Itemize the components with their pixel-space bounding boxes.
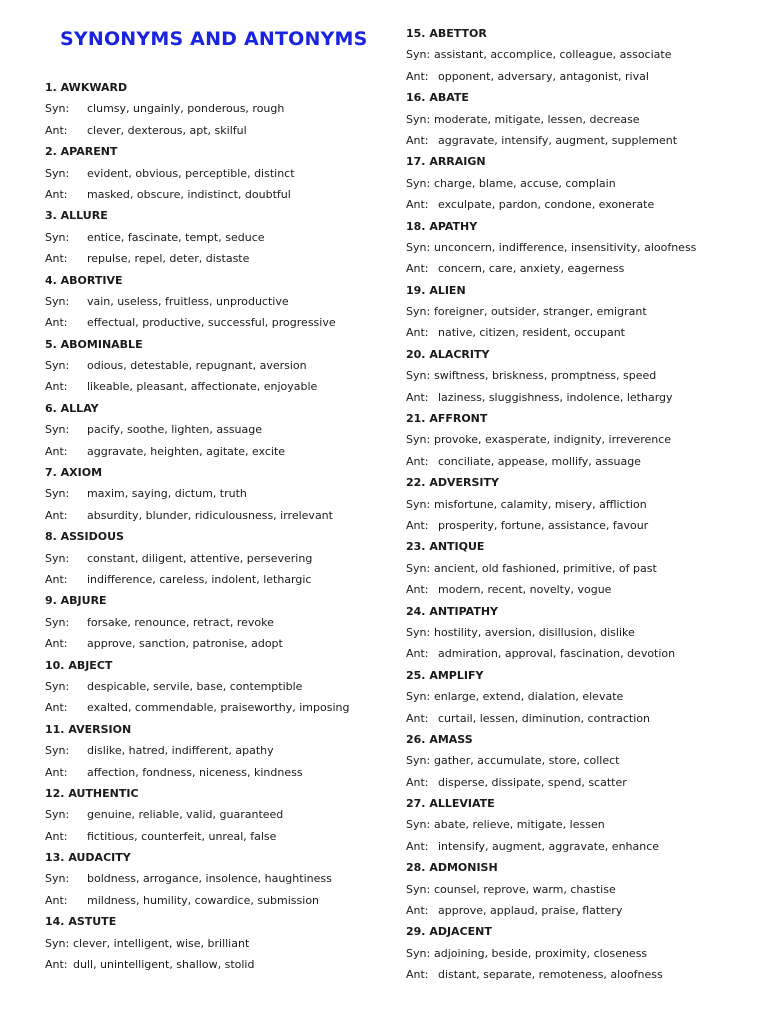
word-entry (406, 665, 756, 729)
entry-headword: 18. APATHY (406, 219, 478, 233)
antonyms-line (406, 66, 756, 87)
entry-headword: 10. ABJECT (45, 658, 113, 672)
antonyms-label: Ant: (45, 572, 68, 586)
word-entry (45, 334, 395, 398)
synonyms-label: Syn: (45, 744, 70, 758)
antonyms-label: Ant: (406, 711, 429, 725)
synonyms-text: maxim, saying, dictum, truth (87, 487, 247, 501)
synonyms-label: Syn: (406, 112, 431, 126)
synonyms-label: Syn: (45, 679, 70, 693)
word-entry (406, 344, 756, 408)
synonyms-line (406, 365, 756, 386)
synonyms-line (45, 676, 395, 697)
entry-headword: 3. ALLURE (45, 209, 108, 223)
antonyms-text: opponent, adversary, antagonist, rival (438, 69, 649, 83)
antonyms-text: affection, fondness, niceness, kindness (87, 765, 303, 779)
antonyms-line (45, 697, 395, 718)
synonyms-label: Syn: (406, 818, 431, 832)
synonyms-text: foreigner, outsider, stranger, emigrant (434, 305, 647, 319)
antonyms-line (45, 633, 395, 654)
word-entry (45, 77, 395, 141)
antonyms-line (406, 836, 756, 857)
word-entry (45, 526, 395, 590)
word-entry (45, 398, 395, 462)
entry-headword: 1. AWKWARD (45, 81, 128, 94)
synonyms-line (406, 301, 756, 322)
synonyms-text: enlarge, extend, dialation, elevate (434, 690, 624, 704)
synonyms-text: pacify, soothe, lighten, assuage (87, 423, 263, 437)
entry-headword: 14. ASTUTE (45, 915, 117, 929)
word-entry (45, 655, 395, 719)
antonyms-text: prosperity, fortune, assistance, favour (438, 518, 649, 532)
synonyms-text: hostility, aversion, disillusion, dislike (434, 625, 635, 639)
synonyms-text: charge, blame, accuse, complain (434, 176, 616, 190)
word-entry (45, 590, 395, 654)
antonyms-text: exculpate, pardon, condone, exonerate (438, 198, 655, 212)
word-entry (45, 847, 395, 911)
antonyms-line (45, 826, 395, 847)
entry-headword: 28. ADMONISH (406, 861, 498, 875)
antonyms-label: Ant: (406, 904, 429, 918)
synonyms-label: Syn: (45, 102, 70, 116)
antonyms-text: native, citizen, resident, occupant (438, 326, 625, 340)
synonyms-text: odious, detestable, repugnant, aversion (87, 359, 307, 373)
antonyms-label: Ant: (45, 958, 68, 972)
synonyms-line (45, 227, 395, 248)
synonyms-label: Syn: (45, 487, 70, 501)
synonyms-text: clever, intelligent, wise, brilliant (73, 936, 250, 950)
antonyms-label: Ant: (406, 262, 429, 276)
antonyms-text: effectual, productive, successful, progressive (87, 316, 336, 330)
right-column (406, 23, 756, 986)
synonyms-label: Syn: (45, 808, 70, 822)
antonyms-line (45, 184, 395, 205)
synonyms-line (406, 558, 756, 579)
synonyms-label: Syn: (406, 48, 431, 62)
antonyms-label: Ant: (45, 765, 68, 779)
entry-headword: 2. APARENT (45, 145, 118, 159)
antonyms-label: Ant: (406, 518, 429, 532)
entry-headword: 22. ADVERSITY (406, 476, 499, 490)
antonyms-label: Ant: (45, 444, 68, 458)
entry-headword: 24. ANTIPATHY (406, 604, 499, 618)
entry-headword: 6. ALLAY (45, 401, 99, 415)
antonyms-text: repulse, repel, deter, distaste (87, 252, 250, 266)
synonyms-line (45, 355, 395, 376)
synonyms-label: Syn: (406, 946, 431, 960)
antonyms-text: absurdity, blunder, ridiculousness, irrelevant (87, 508, 333, 522)
antonyms-text: intensify, augment, aggravate, enhance (438, 839, 660, 853)
antonyms-text: laziness, sluggishness, indolence, lethargy (438, 390, 673, 404)
antonyms-text: likeable, pleasant, affectionate, enjoyable (87, 380, 318, 394)
synonyms-text: clumsy, ungainly, ponderous, rough (87, 102, 285, 116)
antonyms-label: Ant: (406, 390, 429, 404)
antonyms-label: Ant: (406, 454, 429, 468)
synonyms-line (45, 868, 395, 889)
antonyms-label: Ant: (45, 380, 68, 394)
word-entry (45, 911, 395, 975)
antonyms-label: Ant: (45, 187, 68, 201)
synonyms-label: Syn: (45, 423, 70, 437)
synonyms-label: Syn: (406, 369, 431, 383)
antonyms-line (406, 387, 756, 408)
antonyms-line (406, 130, 756, 151)
antonyms-text: aggravate, heighten, agitate, excite (87, 444, 286, 458)
antonyms-label: Ant: (406, 968, 429, 982)
synonyms-line (45, 548, 395, 569)
synonyms-text: swiftness, briskness, promptness, speed (434, 369, 657, 383)
antonyms-line (406, 322, 756, 343)
synonyms-line (45, 291, 395, 312)
antonyms-line (45, 569, 395, 590)
synonyms-label: Syn: (45, 551, 70, 565)
synonyms-label: Syn: (406, 690, 431, 704)
entry-headword: 5. ABOMINABLE (45, 337, 143, 351)
synonyms-line (45, 612, 395, 633)
word-entry (406, 857, 756, 921)
entry-headword: 21. AFFRONT (406, 412, 488, 426)
antonyms-text: distant, separate, remoteness, aloofness (438, 968, 663, 982)
synonyms-line (406, 622, 756, 643)
antonyms-text: aggravate, intensify, augment, supplement (438, 133, 678, 147)
entry-headword: 7. AXIOM (45, 466, 103, 480)
word-entry (406, 601, 756, 665)
word-entry (406, 921, 756, 985)
word-entry (45, 205, 395, 269)
word-entry (45, 270, 395, 334)
antonyms-line (406, 194, 756, 215)
synonyms-text: counsel, reprove, warm, chastise (434, 882, 616, 896)
antonyms-text: admiration, approval, fascination, devotion (438, 647, 676, 661)
synonyms-line (45, 804, 395, 825)
entry-headword: 25. AMPLIFY (406, 668, 484, 682)
antonyms-text: indifference, careless, indolent, lethargic (87, 572, 312, 586)
word-entry (406, 87, 756, 151)
antonyms-text: exalted, commendable, praiseworthy, imposing (87, 701, 350, 715)
entry-headword: 26. AMASS (406, 732, 473, 746)
antonyms-label: Ant: (45, 829, 68, 843)
word-entry (45, 462, 395, 526)
word-entry (406, 151, 756, 215)
antonyms-line (406, 258, 756, 279)
word-entry (406, 536, 756, 600)
synonyms-line (406, 429, 756, 450)
entry-headword: 27. ALLEVIATE (406, 797, 495, 811)
antonyms-line (45, 505, 395, 526)
antonyms-line (406, 708, 756, 729)
antonyms-label: Ant: (406, 775, 429, 789)
entry-headword: 17. ARRAIGN (406, 155, 486, 169)
entry-headword: 11. AVERSION (45, 722, 132, 736)
antonyms-text: modern, recent, novelty, vogue (438, 583, 612, 597)
antonyms-label: Ant: (45, 637, 68, 651)
antonyms-text: disperse, dissipate, spend, scatter (438, 775, 627, 789)
synonyms-text: assistant, accomplice, colleague, associate (434, 48, 672, 62)
synonyms-text: entice, fascinate, tempt, seduce (87, 230, 265, 244)
antonyms-label: Ant: (406, 583, 429, 597)
entry-headword: 13. AUDACITY (45, 851, 131, 865)
antonyms-line (45, 890, 395, 911)
synonyms-label: Syn: (45, 166, 70, 180)
antonyms-label: Ant: (45, 123, 68, 137)
synonyms-label: Syn: (406, 433, 431, 447)
antonyms-label: Ant: (45, 893, 68, 907)
synonyms-label: Syn: (45, 872, 70, 886)
antonyms-text: dull, unintelligent, shallow, stolid (73, 958, 255, 972)
synonyms-label: Syn: (406, 561, 431, 575)
synonyms-label: Syn: (406, 176, 431, 190)
synonyms-text: boldness, arrogance, insolence, haughtiness (87, 872, 332, 886)
synonyms-text: ancient, old fashioned, primitive, of past (434, 561, 657, 575)
synonyms-label: Syn: (45, 359, 70, 373)
antonyms-line (406, 451, 756, 472)
antonyms-text: approve, applaud, praise, flattery (438, 904, 623, 918)
synonyms-text: despicable, servile, base, contemptible (87, 679, 303, 693)
word-entry (406, 472, 756, 536)
synonyms-line (406, 173, 756, 194)
antonyms-label: Ant: (45, 701, 68, 715)
synonyms-line (406, 109, 756, 130)
synonyms-line (406, 750, 756, 771)
antonyms-label: Ant: (406, 647, 429, 661)
antonyms-line (406, 579, 756, 600)
entry-headword: 20. ALACRITY (406, 347, 490, 361)
antonyms-text: approve, sanction, patronise, adopt (87, 637, 283, 651)
entry-headword: 29. ADJACENT (406, 925, 492, 939)
synonyms-line (406, 943, 756, 964)
synonyms-label: Syn: (406, 882, 431, 896)
antonyms-label: Ant: (406, 133, 429, 147)
synonyms-line (406, 237, 756, 258)
synonyms-label: Syn: (406, 625, 431, 639)
synonyms-text: moderate, mitigate, lessen, decrease (434, 112, 640, 126)
antonyms-text: mildness, humility, cowardice, submission (87, 893, 320, 907)
antonyms-line (45, 954, 395, 975)
antonyms-line (406, 964, 756, 985)
synonyms-text: provoke, exasperate, indignity, irreverence (434, 433, 672, 447)
synonyms-line (45, 933, 395, 954)
antonyms-line (45, 312, 395, 333)
synonyms-label: Syn: (406, 754, 431, 768)
word-entry (406, 408, 756, 472)
synonyms-text: adjoining, beside, proximity, closeness (434, 946, 648, 960)
entry-headword: 8. ASSIDOUS (45, 530, 124, 544)
synonyms-text: constant, diligent, attentive, persevering (87, 551, 313, 565)
synonyms-label: Syn: (406, 497, 431, 511)
synonyms-line (45, 163, 395, 184)
synonyms-line (45, 419, 395, 440)
word-entry (406, 729, 756, 793)
synonyms-line (406, 879, 756, 900)
antonyms-text: masked, obscure, indistinct, doubtful (87, 187, 291, 201)
synonyms-text: genuine, reliable, valid, guaranteed (87, 808, 284, 822)
word-entry (45, 141, 395, 205)
antonyms-line (406, 772, 756, 793)
word-entry (406, 280, 756, 344)
antonyms-text: curtail, lessen, diminution, contraction (438, 711, 650, 725)
synonyms-line (406, 44, 756, 65)
antonyms-label: Ant: (406, 839, 429, 853)
word-entry (406, 216, 756, 280)
antonyms-label: Ant: (45, 508, 68, 522)
synonyms-line (45, 483, 395, 504)
antonyms-text: conciliate, appease, mollify, assuage (438, 454, 641, 468)
antonyms-line (45, 376, 395, 397)
antonyms-line (45, 762, 395, 783)
antonyms-line (45, 120, 395, 141)
antonyms-label: Ant: (406, 198, 429, 212)
antonyms-line (45, 248, 395, 269)
entry-headword: 9. ABJURE (45, 594, 107, 608)
antonyms-line (406, 515, 756, 536)
synonyms-text: abate, relieve, mitigate, lessen (434, 818, 605, 832)
entry-headword: 16. ABATE (406, 91, 469, 105)
synonyms-line (406, 686, 756, 707)
entry-headword: 19. ALIEN (406, 283, 466, 297)
word-entry (45, 783, 395, 847)
left-column (45, 77, 395, 975)
synonyms-line (406, 814, 756, 835)
synonyms-line (45, 740, 395, 761)
antonyms-label: Ant: (406, 69, 429, 83)
word-entry (406, 793, 756, 857)
synonyms-label: Syn: (45, 230, 70, 244)
synonyms-text: forsake, renounce, retract, revoke (87, 615, 274, 629)
antonyms-line (45, 441, 395, 462)
entry-headword: 23. ANTIQUE (406, 540, 485, 554)
antonyms-label: Ant: (45, 316, 68, 330)
synonyms-text: dislike, hatred, indifferent, apathy (87, 744, 274, 758)
antonyms-label: Ant: (406, 326, 429, 340)
synonyms-label: Syn: (406, 240, 431, 254)
synonyms-text: unconcern, indifference, insensitivity, aloofness (434, 240, 697, 254)
synonyms-label: Syn: (45, 936, 70, 950)
synonyms-text: evident, obvious, perceptible, distinct (87, 166, 295, 180)
antonyms-line (406, 643, 756, 664)
synonyms-text: vain, useless, fruitless, unproductive (87, 294, 289, 308)
entry-headword: 4. ABORTIVE (45, 273, 123, 287)
synonyms-label: Syn: (45, 294, 70, 308)
synonyms-text: gather, accumulate, store, collect (434, 754, 620, 768)
antonyms-text: concern, care, anxiety, eagerness (438, 262, 625, 276)
word-entry (406, 23, 756, 87)
antonyms-text: clever, dexterous, apt, skilful (87, 123, 247, 137)
page-title: SYNONYMS AND ANTONYMS (60, 28, 368, 50)
antonyms-text: fictitious, counterfeit, unreal, false (87, 829, 277, 843)
antonyms-line (406, 900, 756, 921)
synonyms-line (406, 494, 756, 515)
word-entry (45, 719, 395, 783)
entry-headword: 12. AUTHENTIC (45, 786, 139, 800)
synonyms-label: Syn: (406, 305, 431, 319)
synonyms-line (45, 98, 395, 119)
entry-headword: 15. ABETTOR (406, 27, 487, 40)
synonyms-label: Syn: (45, 615, 70, 629)
antonyms-label: Ant: (45, 252, 68, 266)
synonyms-text: misfortune, calamity, misery, affliction (434, 497, 647, 511)
